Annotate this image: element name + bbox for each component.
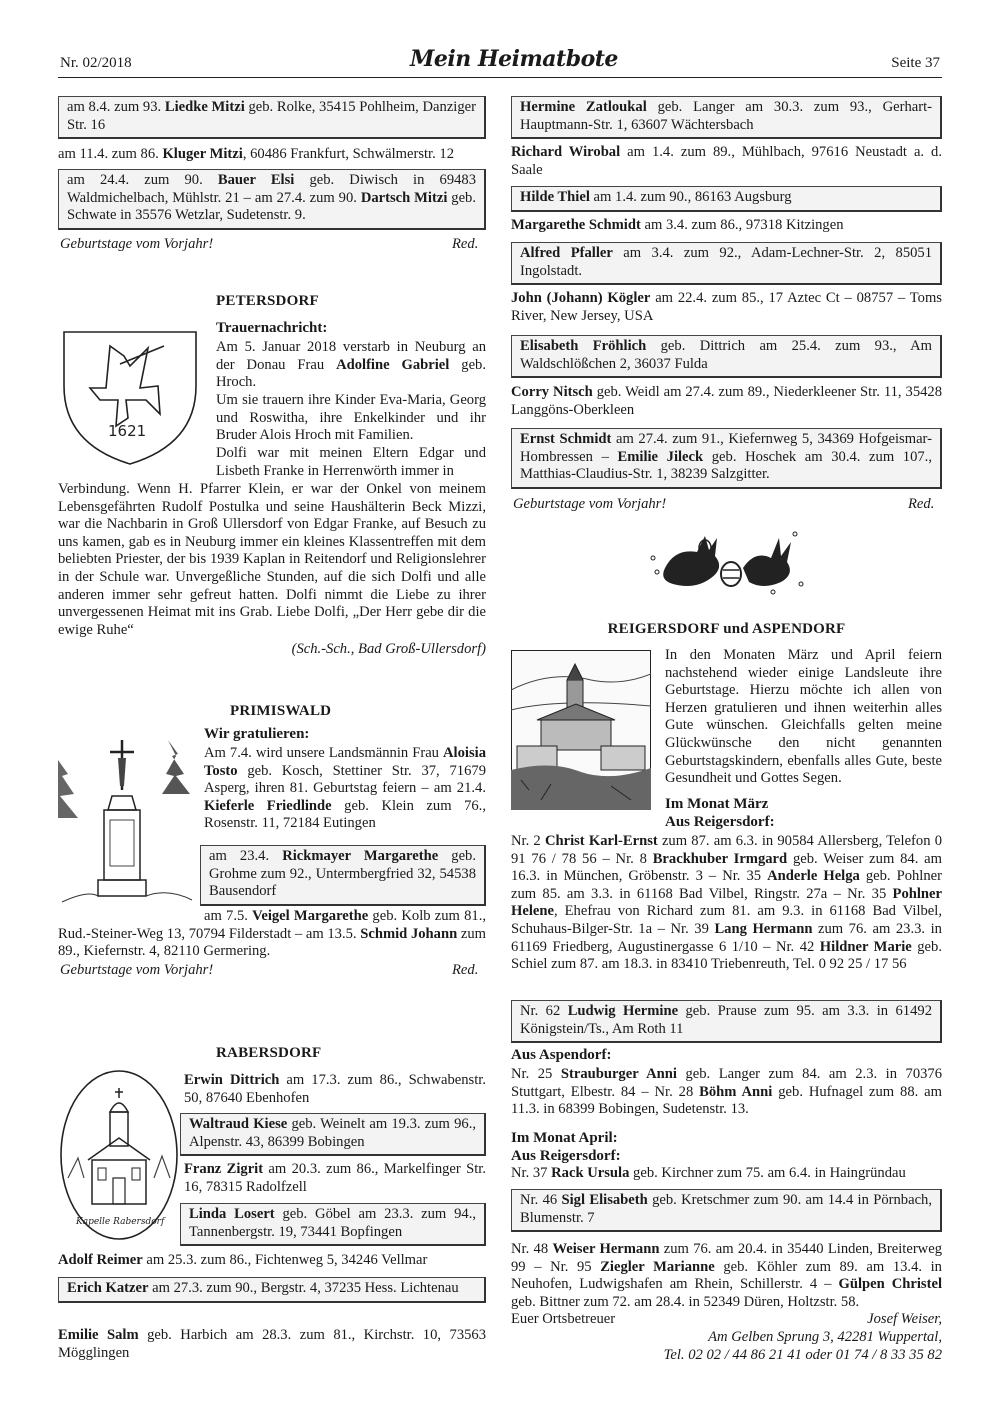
section-title-primiswald: PRIMISWALD <box>230 703 332 719</box>
signature-address: Am Gelben Sprung 3, 42281 Wuppertal, <box>708 1329 942 1345</box>
birthday-reimer: Adolf Reimer am 25.3. zum 86., Fichtenweg 5, 34246 Vellmar <box>58 1252 428 1268</box>
aspendorf-list: Nr. 25 Strauburger Anni geb. Langer zum 84. am 2.3. in 70376 Stuttgart, Elbestr. 84 – Nr. 28 Böhm Anni geb. Hufnagel zum 88. am 11.3. in 68399 Bobingen, Sudetenstr. 13. <box>511 1066 943 1118</box>
chapel-caption: Kapelle Rabersdorf <box>76 1217 165 1227</box>
right-red-note: Red. <box>908 496 935 512</box>
section-title-rabersdorf: RABERSDORF <box>216 1045 322 1061</box>
reigersdorf-intro: In den Monaten März und April feiern nachstehend wieder einige Landsleute ihre Geburtstage. Hierzu möchte ich allen von Herzen gratulieren und ihnen weiterhin alles Gute wünschen. Gleichfalls gelten meine Glückwünsche den nicht genannten Geburtstagskindern, ebenfalls alles Gute, beste Gesundheit und Gottes Segen. <box>665 647 942 787</box>
birthday-koegler: John (Johann) Kögler am 22.4. zum 85., 17 Aztec Ct – 08757 – Toms River, New Jersey, USA <box>511 290 942 324</box>
aus-aspendorf-heading: Aus Aspendorf: <box>511 1047 612 1063</box>
wayside-cross-icon <box>58 730 196 920</box>
petersdorf-paragraph-1: Am 5. Januar 2018 verstarb in Neuburg an der Donau Frau Adolfine Gabriel geb. Hroch. <box>216 339 486 391</box>
chapel-icon <box>58 1068 180 1242</box>
signature-telephone: Tel. 02 02 / 44 86 21 41 oder 01 74 / 8 33 35 82 <box>663 1347 942 1363</box>
birthday-box-bauer: am 24.4. zum 90. Bauer Elsi geb. Diwisch in 69483 Waldmichelbach, Mühlstr. 21 – am 27.4. zum 90. Dartsch Mitzi geb. Schwate in 35576 Wetzlar, Sudetenstr. 9. <box>58 169 486 230</box>
trauernachricht-heading: Trauernachricht: <box>216 320 328 336</box>
birthday-zigrit: Franz Zigrit am 20.3. zum 86., Markelfinger Str. 16, 78315 Radolfzell <box>184 1161 486 1195</box>
primiswald-paragraph-2: am 7.5. Veigel Margarethe geb. Kolb zum 81., Rud.-Steiner-Weg 13, 70794 Filderstadt – am 13.5. Schmid Johann zum 89., Kiefernstr. 4, 82110 Germering. <box>58 908 486 960</box>
month-april-heading: Im Monat April: <box>511 1130 618 1146</box>
crest-year: 1621 <box>108 422 147 440</box>
red-note: Red. <box>452 236 479 252</box>
birthday-wirobal: Richard Wirobal am 1.4. zum 89., Mühlbach, 97616 Neustadt a. d. Saale <box>511 144 943 178</box>
header-rule <box>58 77 942 78</box>
petersdorf-crest-icon <box>60 326 200 468</box>
birthday-box-sigl: Nr. 46 Sigl Elisabeth geb. Kretschmer zum 90. am 14.4 in Pörnbach, Blumenstr. 7 <box>511 1189 942 1232</box>
birthday-box-froehlich: Elisabeth Fröhlich geb. Dittrich am 25.4. zum 93., Am Waldschlößchen 2, 36037 Fulda <box>511 335 942 378</box>
petersdorf-signature: (Sch.-Sch., Bad Groß-Ullersdorf) <box>291 641 486 657</box>
reigersdorf-april-list: Nr. 48 Weiser Hermann zum 76. am 20.4. in 35440 Linden, Breiterweg 99 – Nr. 95 Ziegler Marianne geb. Köhler zum 89. am 13.4. in Neuhofen, Ludwigshafen am Rhein, Schillerstr. 4 – Gülpen Christel geb. Bittner zum 72. am 28.4. in 52349 Düren, Holtzstr. 58. <box>511 1241 942 1310</box>
birthday-box-ludwig: Nr. 62 Ludwig Hermine geb. Prause zum 95. am 3.3. in 61492 Königstein/Ts., Am Roth 11 <box>511 1000 942 1043</box>
birthday-box-liedke: am 8.4. zum 93. Liedke Mitzi geb. Rolke, 35415 Pohlheim, Danziger Str. 16 <box>58 96 486 139</box>
petersdorf-paragraph-2: Um sie trauern ihre Kinder Eva-Maria, Georg und Roswitha, ihre Enkelkinder und ihr Bruder Alois Hroch mit Familien. <box>216 392 486 444</box>
birthday-nitsch: Corry Nitsch geb. Weidl am 27.4. zum 89., Niederkleener Str. 11, 35428 Langgöns-Oberkleen <box>511 384 943 418</box>
birthday-m-schmidt: Margarethe Schmidt am 3.4. zum 86., 97318 Kitzingen <box>511 217 844 233</box>
primiswald-paragraph-1: Am 7.4. wird unsere Landsmännin Frau Aloisia Tosto geb. Kosch, Stettiner Str. 37, 71679 Asperg, ihren 81. Geburtstag feiern – am 21.4. Kieferle Friedlinde geb. Klein zum 76., Rosenstr. 11, 72184 Eutingen <box>204 745 486 832</box>
petersdorf-paragraph-3b: Verbindung. Wenn H. Pfarrer Klein, er war der Onkel von meinem Lebensgefährten Rudolf Postulka und seine Haushälterin Beck Mizzi, war die Nachbarin in Groß Ullersdorf von Edgar Franke, auf Besuch zu uns kamen, gab es in Neuburg immer ein kleines Klassentreffen mit dem beliebten Priester, der bis 1939 Kaplan in Reitendorf und Religionslehrer in der Schule war. Unvergeßliche Stunden, auf die sich Dolfi und alle anderen immer sehr gefreut hatten. Dolfi nimmt die Liebe zu ihrer unvergessenen Heimat mit ins Grab. Liebe Dolfi, „Der Herr gebe dir die ewige Ruhe“ <box>58 481 486 638</box>
signature-label: Euer Ortsbetreuer <box>511 1311 616 1327</box>
birthday-box-zatloukal: Hermine Zatloukal geb. Langer am 30.3. zum 93., Gerhart-Hauptmann-Str. 1, 63607 Wächtersbach <box>511 96 942 139</box>
birthday-box-pfaller: Alfred Pfaller am 3.4. zum 92., Adam-Lechner-Str. 2, 85051 Ingolstadt. <box>511 242 942 285</box>
birthday-box-kiese: Waltraud Kiese geb. Weinelt am 19.3. zum 96., Alpenstr. 43, 86399 Bobingen <box>180 1113 486 1156</box>
right-vorjahr-note: Geburtstage vom Vorjahr! <box>513 496 667 512</box>
aus-reigersdorf-heading-2: Aus Reigersdorf: <box>511 1148 621 1164</box>
primiswald-red-note: Red. <box>452 962 479 978</box>
primiswald-vorjahr-note: Geburtstage vom Vorjahr! <box>60 962 214 978</box>
birthday-box-losert: Linda Losert geb. Göbel am 23.3. zum 94., Tannenbergstr. 19, 73441 Bopfingen <box>180 1203 486 1246</box>
birthday-dittrich: Erwin Dittrich am 17.3. zum 86., Schwabenstr. 50, 87640 Ebenhofen <box>184 1072 486 1106</box>
newspaper-logo: Mein Heimatbote <box>410 46 618 72</box>
reigersdorf-maerz-list: Nr. 2 Christ Karl-Ernst zum 87. am 6.3. in 90584 Allersberg, Telefon 0 91 76 / 78 56 – Nr. 8 Brackhuber Irmgard geb. Weiser zum 84. am 16.3. in München, Gröbenstr. 3 – Nr. 35 Anderle Helga geb. Pohlner zum 85. am 3.3. in 61168 Bad Vilbel, Ringstr. 27a – Nr. 35 Pohlner Helene, Ehefrau von Richard zum 81. am 9.3. in 61168 Bad Vilbel, Schuhaus-Bilger-Str. 1a – Nr. 39 Lang Hermann zum 76. am 23.3. in 61169 Friedberg, Augustinergasse 6 1/10 – Nr. 42 Hildner Marie geb. Schiel zum 87. am 18.3. in 83410 Triebenreuth, Tel. 0 92 25 / 17 56 <box>511 833 942 973</box>
vorjahr-note: Geburtstage vom Vorjahr! <box>60 236 214 252</box>
issue-number: Nr. 02/2018 <box>60 55 132 71</box>
section-title-reigersdorf: REIGERSDORF und ASPENDORF <box>607 621 846 637</box>
petersdorf-paragraph-3a: Dolfi war mit meinen Eltern Edgar und Lisbeth Franke in Herrenwörth immer in <box>216 445 486 479</box>
month-maerz-heading: Im Monat März <box>665 796 769 812</box>
aus-reigersdorf-heading-1: Aus Reigersdorf: <box>665 814 775 830</box>
birthday-box-katzer: Erich Katzer am 27.3. zum 90., Bergstr. 4, 37235 Hess. Lichtenau <box>58 1277 486 1303</box>
page-number: Seite 37 <box>891 55 940 71</box>
birthday-box-e-schmidt: Ernst Schmidt am 27.4. zum 91., Kiefernweg 5, 34369 Hofgeismar-Hombressen – Emilie Jileck geb. Hoschek am 30.4. zum 107., Matthias-Claudius-Str. 1, 38239 Salzgitter. <box>511 428 942 489</box>
signature-name: Josef Weiser, <box>867 1311 942 1327</box>
birthday-salm: Emilie Salm geb. Harbich am 28.3. zum 81., Kirchstr. 10, 73563 Mögglingen <box>58 1327 487 1361</box>
birthday-kluger: am 11.4. zum 86. Kluger Mitzi, 60486 Frankfurt, Schwälmerstr. 12 <box>58 146 455 162</box>
birthday-box-rickmayer: am 23.4. Rickmayer Margarethe geb. Grohme zum 92., Untermbergfried 32, 54538 Bausendorf <box>200 845 486 906</box>
easter-bunnies-icon <box>645 528 805 600</box>
wir-gratulieren-heading: Wir gratulieren: <box>204 726 310 742</box>
birthday-rack: Nr. 37 Rack Ursula geb. Kirchner zum 75. am 6.4. in Haingründau <box>511 1165 906 1181</box>
birthday-box-thiel: Hilde Thiel am 1.4. zum 90., 86163 Augsburg <box>511 186 942 212</box>
village-church-icon <box>511 650 651 810</box>
section-title-petersdorf: PETERSDORF <box>216 293 319 309</box>
